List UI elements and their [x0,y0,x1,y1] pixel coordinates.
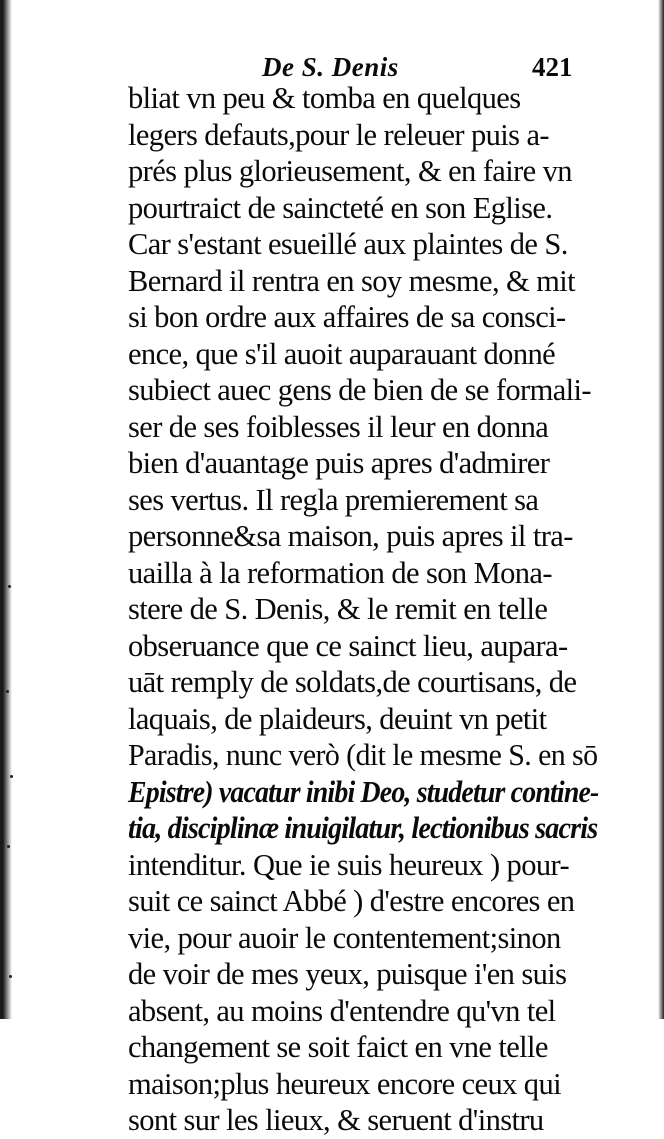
text-line-latin: tia, disciplinæ inuigilatur, lectionibus sacris [128,811,598,845]
page-gutter-right [656,0,664,1019]
ink-speck [7,845,10,848]
text-line: subiect auec gens de bien de se formali- [128,373,591,407]
text-line: maison;plus heureux encore ceux qui [128,1066,561,1101]
text-line: si bon ordre aux affaires de sa consci- [128,300,566,334]
text-line: uāt remply de soldats,de courtisans, de [128,665,577,699]
text-line: sont sur les lieux, & seruent d'instru [128,1103,544,1137]
text-line: ses vertus. Il regla premierement sa [128,482,539,517]
text-line: stere de S. Denis, & le remit en telle [128,592,548,626]
text-line: changement se soit faict en vne telle [128,1030,548,1064]
text-line: vie, pour auoir le contentement;sinon [128,920,561,955]
text-line: pourtraict de saincteté en son Eglise. [128,190,553,225]
text-line: intenditur. Que ie suis heureux ) pour- [128,847,570,882]
body-text [128,80,598,1139]
text-line: bien d'auantage puis apres d'admirer [128,446,550,480]
page-number: 421 [532,52,573,82]
text-line: absent, au moins d'entendre qu'vn tel [128,993,556,1028]
text-line: de voir de mes yeux, puisque i'en suis [128,957,567,991]
text-line-latin: Epistre) vacatur inibi Deo, studetur contine- [128,774,599,809]
text-line: legers defauts,pour le releuer puis a- [128,117,549,152]
text-line: personne&sa maison, puis apres il tra- [128,519,573,553]
page-gutter-left [0,0,14,1019]
text-line: Bernard il rentra en soy mesme, & mit [128,263,576,298]
text-line: ser de ses foiblesses il leur en donna [128,409,549,444]
text-line: Paradis, nunc verò (dit le mesme S. en sō [128,738,598,772]
text-line: laquais, de plaideurs, deuint vn petit [128,701,547,736]
ink-speck [10,775,13,778]
text-line: ence, que s'il auoit auparauant donné [128,336,556,371]
text-line: uailla à la reformation de son Mona- [128,555,552,590]
text-line: Car s'estant esueillé aux plaintes de S. [128,227,568,261]
running-head: De S. Denis [262,52,399,82]
text-line: obseruance que ce sainct lieu, aupara- [128,628,568,663]
ink-speck [9,975,12,978]
text-line: bliat vn peu & tomba en quelques [128,81,521,115]
ink-speck [6,690,9,693]
text-line: prés plus glorieusement, & en faire vn [128,154,572,188]
text-line: suit ce sainct Abbé ) d'estre encores en [128,884,575,918]
ink-speck [8,585,11,588]
